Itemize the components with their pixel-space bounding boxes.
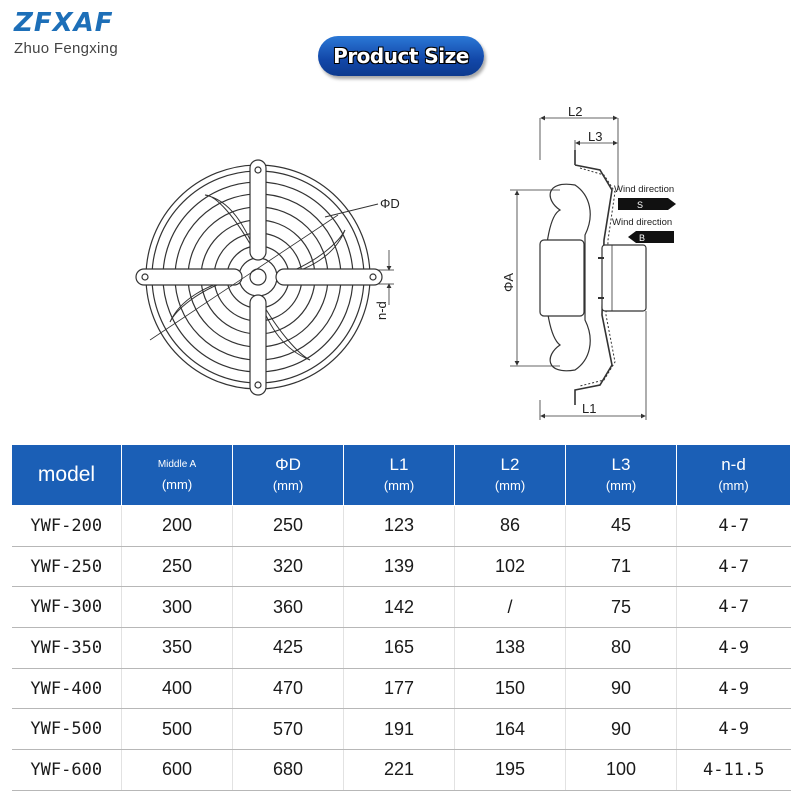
label-l1: L1 xyxy=(582,401,597,416)
table-row xyxy=(12,587,791,628)
wind-s-tag: S xyxy=(637,200,644,210)
front-view xyxy=(136,160,394,395)
label-l2: L2 xyxy=(568,104,583,119)
wind-direction-s xyxy=(614,184,676,210)
cell-l1: 142 xyxy=(344,587,455,628)
cell-l2: 138 xyxy=(455,628,566,669)
cell-n-d: 4-9 xyxy=(677,628,791,669)
cell-middle-a: 350 xyxy=(122,628,233,669)
fan-dimension-drawing xyxy=(0,90,800,430)
mount-strip-left xyxy=(136,269,242,285)
cell-n-d: 4-7 xyxy=(677,546,791,587)
cell-middle-a: 300 xyxy=(122,587,233,628)
table-row xyxy=(12,668,791,709)
page-title: Product Size xyxy=(333,44,469,68)
header-phi-d: ΦD (mm) xyxy=(233,445,344,506)
label-n-d: n-d xyxy=(374,301,389,320)
cell-phi-d: 680 xyxy=(233,750,344,791)
cell-l3: 75 xyxy=(566,587,677,628)
side-motor xyxy=(602,245,646,311)
header-l1: L1 (mm) xyxy=(344,445,455,506)
header-l3: L3 (mm) xyxy=(566,445,677,506)
dimension-table xyxy=(11,444,791,791)
label-l3: L3 xyxy=(588,129,603,144)
wind-b-tag: B xyxy=(639,233,646,243)
wind-direction-s-label: Wind direction xyxy=(614,184,675,195)
cell-model: YWF-300 xyxy=(12,587,122,628)
side-hub xyxy=(540,240,584,316)
mount-strip-top xyxy=(250,160,266,260)
cell-phi-d: 470 xyxy=(233,668,344,709)
cell-phi-d: 360 xyxy=(233,587,344,628)
cell-n-d: 4-7 xyxy=(677,587,791,628)
cell-l1: 165 xyxy=(344,628,455,669)
cell-model: YWF-350 xyxy=(12,628,122,669)
cell-n-d: 4-11.5 xyxy=(677,750,791,791)
cell-l2: / xyxy=(455,587,566,628)
table-row xyxy=(12,709,791,750)
cell-l1: 191 xyxy=(344,709,455,750)
product-size-banner xyxy=(318,36,484,76)
cell-middle-a: 400 xyxy=(122,668,233,709)
cell-l1: 123 xyxy=(344,506,455,547)
cell-l3: 45 xyxy=(566,506,677,547)
cell-l3: 71 xyxy=(566,546,677,587)
cell-l2: 102 xyxy=(455,546,566,587)
table-row xyxy=(12,750,791,791)
cell-n-d: 4-9 xyxy=(677,709,791,750)
cell-l1: 139 xyxy=(344,546,455,587)
header-middle-a: Middle A (mm) xyxy=(122,445,233,506)
table-row xyxy=(12,546,791,587)
cell-middle-a: 200 xyxy=(122,506,233,547)
table-row xyxy=(12,628,791,669)
header-l2: L2 (mm) xyxy=(455,445,566,506)
label-phi-d: ΦD xyxy=(380,196,400,211)
header-n-d: n-d (mm) xyxy=(677,445,791,506)
brand xyxy=(14,8,118,57)
header-model: model xyxy=(12,445,122,506)
cell-phi-d: 250 xyxy=(233,506,344,547)
side-view xyxy=(510,118,646,420)
cell-l1: 221 xyxy=(344,750,455,791)
cell-model: YWF-600 xyxy=(12,750,122,791)
cell-model: YWF-200 xyxy=(12,506,122,547)
cell-n-d: 4-7 xyxy=(677,506,791,547)
cell-model: YWF-500 xyxy=(12,709,122,750)
cell-l1: 177 xyxy=(344,668,455,709)
cell-middle-a: 600 xyxy=(122,750,233,791)
cell-middle-a: 500 xyxy=(122,709,233,750)
cell-phi-d: 320 xyxy=(233,546,344,587)
cell-l3: 90 xyxy=(566,709,677,750)
brand-name: Zhuo Fengxing xyxy=(14,40,118,57)
mount-strip-bottom xyxy=(250,295,266,395)
table-row xyxy=(12,506,791,547)
wind-direction-b xyxy=(612,217,674,243)
mount-strip-right xyxy=(276,269,382,285)
cell-l2: 150 xyxy=(455,668,566,709)
table-header-row xyxy=(12,445,791,506)
label-phi-a: ΦA xyxy=(501,272,516,292)
cell-l2: 164 xyxy=(455,709,566,750)
cell-phi-d: 425 xyxy=(233,628,344,669)
cell-l3: 100 xyxy=(566,750,677,791)
cell-l3: 90 xyxy=(566,668,677,709)
cell-l2: 86 xyxy=(455,506,566,547)
cell-middle-a: 250 xyxy=(122,546,233,587)
cell-l3: 80 xyxy=(566,628,677,669)
wind-direction-b-label: Wind direction xyxy=(612,217,673,228)
cell-phi-d: 570 xyxy=(233,709,344,750)
cell-model: YWF-250 xyxy=(12,546,122,587)
cell-model: YWF-400 xyxy=(12,668,122,709)
cell-l2: 195 xyxy=(455,750,566,791)
cell-n-d: 4-9 xyxy=(677,668,791,709)
brand-logo: ZFXAF xyxy=(14,8,114,38)
